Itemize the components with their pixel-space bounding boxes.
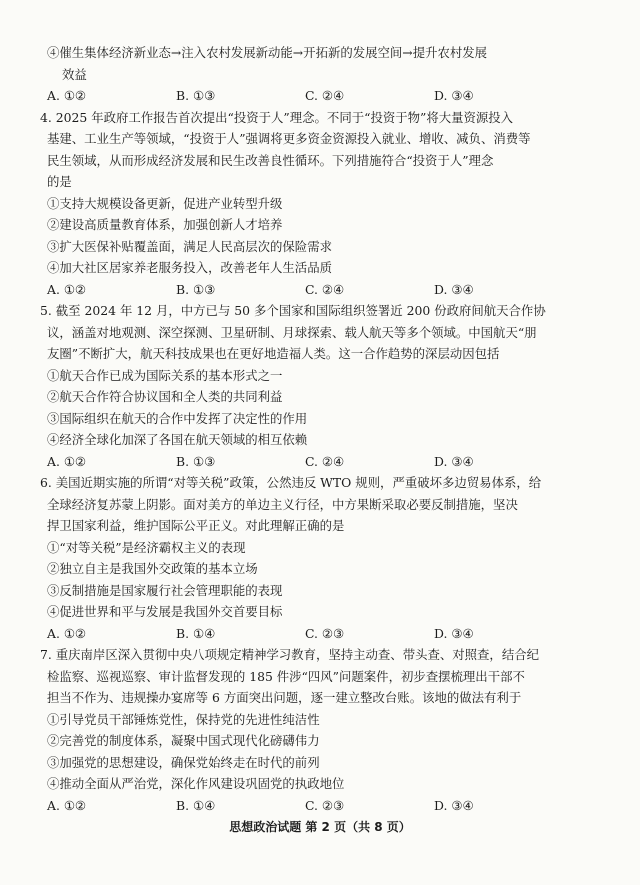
answer-options	[40, 623, 606, 645]
option-d[interactable]: D. ③④	[434, 625, 474, 641]
choice-item: ②航天合作符合协议国和全人类的共同利益	[47, 389, 283, 404]
choice-item: ①引导党员干部锤炼党性，保持党的先进性纯洁性	[47, 711, 320, 727]
option-d[interactable]: D. ③④	[434, 453, 474, 469]
question-6	[40, 472, 606, 644]
option-b[interactable]: B. ①④	[176, 625, 216, 641]
choice-item: ④促进世界和平与发展是我国外交首要目标	[47, 604, 283, 619]
option-b[interactable]: B. ①③	[176, 453, 216, 469]
question-stem: 议，涵盖对地观测、深空探测、卫星研制、月球探索、载人航天等多个领域。中国航天“朋	[47, 324, 537, 340]
option-b[interactable]: B. ①④	[176, 797, 216, 813]
option-c[interactable]: C. ②④	[305, 88, 345, 103]
question-stem: 7. 重庆南岸区深入贯彻中央八项规定精神学习教育，坚持主动查、带头查、对照查，结合纪	[40, 647, 539, 662]
question-stem: 6. 美国近期实施的所谓“对等关税”政策，公然违反 WTO 规则，严重破坏多边贸易体系，给	[40, 475, 542, 490]
option-a[interactable]: A. ①②	[47, 797, 87, 813]
question-stem: 友圈”不断扩大，航天科技成果也在更好地造福人类。这一合作趋势的深层动因包括	[47, 346, 500, 361]
answer-options	[40, 279, 606, 301]
choice-item: ③扩大医保补贴覆盖面，满足人民高层次的保险需求	[47, 238, 332, 254]
option-a[interactable]: A. ①②	[47, 625, 87, 641]
answer-options	[40, 85, 606, 107]
answer-options	[40, 451, 606, 473]
choice-item: ①支持大规模设备更新，促进产业转型升级	[47, 195, 283, 211]
question-7	[40, 644, 606, 816]
option-c[interactable]: C. ②④	[305, 453, 345, 469]
choice-item: ②建设高质量教育体系，加强创新人才培养	[47, 217, 283, 232]
choice-item: ④加大社区居家养老服务投入，改善老年人生活品质	[47, 260, 332, 275]
choice-item: ③反制措施是国家履行社会管理职能的表现	[47, 582, 283, 598]
choice-item: ①“对等关税”是经济霸权主义的表现	[47, 539, 246, 555]
choice-item: ④推动全面从严治党，深化作风建设巩固党的执政地位	[47, 776, 345, 791]
choice-item: ②完善党的制度体系，凝聚中国式现代化磅礴伟力	[47, 733, 320, 748]
question-stem: 检监察、巡视巡察、审计监督发现的 185 件涉“四风”问题案件，初步查摆梳理出干部不	[47, 668, 525, 684]
option-c[interactable]: C. ②③	[305, 797, 345, 813]
option-c[interactable]: C. ②③	[305, 625, 345, 641]
question-5	[40, 300, 606, 472]
choice-item-cont: 效益	[62, 66, 87, 82]
question-stem: 5. 截至 2024 年 12 月，中方已与 50 多个国家和国际组织签署近 200 份政府间航天合作协	[40, 303, 546, 318]
option-a[interactable]: A. ①②	[47, 88, 87, 103]
answer-options	[40, 795, 606, 817]
option-d[interactable]: D. ③④	[434, 88, 474, 103]
option-c[interactable]: C. ②④	[305, 281, 345, 297]
question-stem: 捍卫国家利益，维护国际公平正义。对此理解正确的是	[47, 518, 345, 533]
choice-item: ②独立自主是我国外交政策的基本立场	[47, 561, 258, 576]
option-b[interactable]: B. ①③	[176, 88, 216, 103]
option-d[interactable]: D. ③④	[434, 281, 474, 297]
question-stem: 担当不作为、违规操办宴席等 6 方面突出问题，逐一建立整改台账。该地的做法有利于	[47, 690, 522, 705]
option-a[interactable]: A. ①②	[47, 453, 87, 469]
question-4	[40, 107, 606, 301]
prev-question	[40, 42, 606, 107]
choice-item: ③国际组织在航天的合作中发挥了决定性的作用	[47, 410, 308, 426]
question-stem: 民生领域，从而形成经济发展和民生改善良性循环。下列措施符合“投资于人”理念	[47, 152, 494, 168]
question-stem: 全球经济复苏蒙上阴影。面对美方的单边主义行径，中方果断采取必要反制措施，坚决	[47, 496, 518, 512]
question-stem: 基建、工业生产等领域，“投资于人”强调将更多资金资源投入就业、增收、减负、消费等	[47, 131, 531, 146]
choice-item: ①航天合作已成为国际关系的基本形式之一	[47, 367, 283, 383]
question-stem: 4. 2025 年政府工作报告首次提出“投资于人”理念。不同于“投资于物”将大量资源投入	[40, 109, 514, 125]
exam-page	[40, 42, 606, 816]
question-stem: 的是	[47, 174, 72, 189]
option-b[interactable]: B. ①③	[176, 281, 216, 297]
choice-item: ④催生集体经济新业态→注入农村发展新动能→开拓新的发展空间→提升农村发展	[47, 45, 488, 60]
page-footer: 思想政治试题 第 2 页（共 8 页）	[229, 820, 411, 834]
option-a[interactable]: A. ①②	[47, 281, 87, 297]
choice-item: ④经济全球化加深了各国在航天领域的相互依赖	[47, 432, 308, 447]
choice-item: ③加强党的思想建设，确保党始终走在时代的前列	[47, 754, 320, 770]
option-d[interactable]: D. ③④	[434, 797, 474, 813]
